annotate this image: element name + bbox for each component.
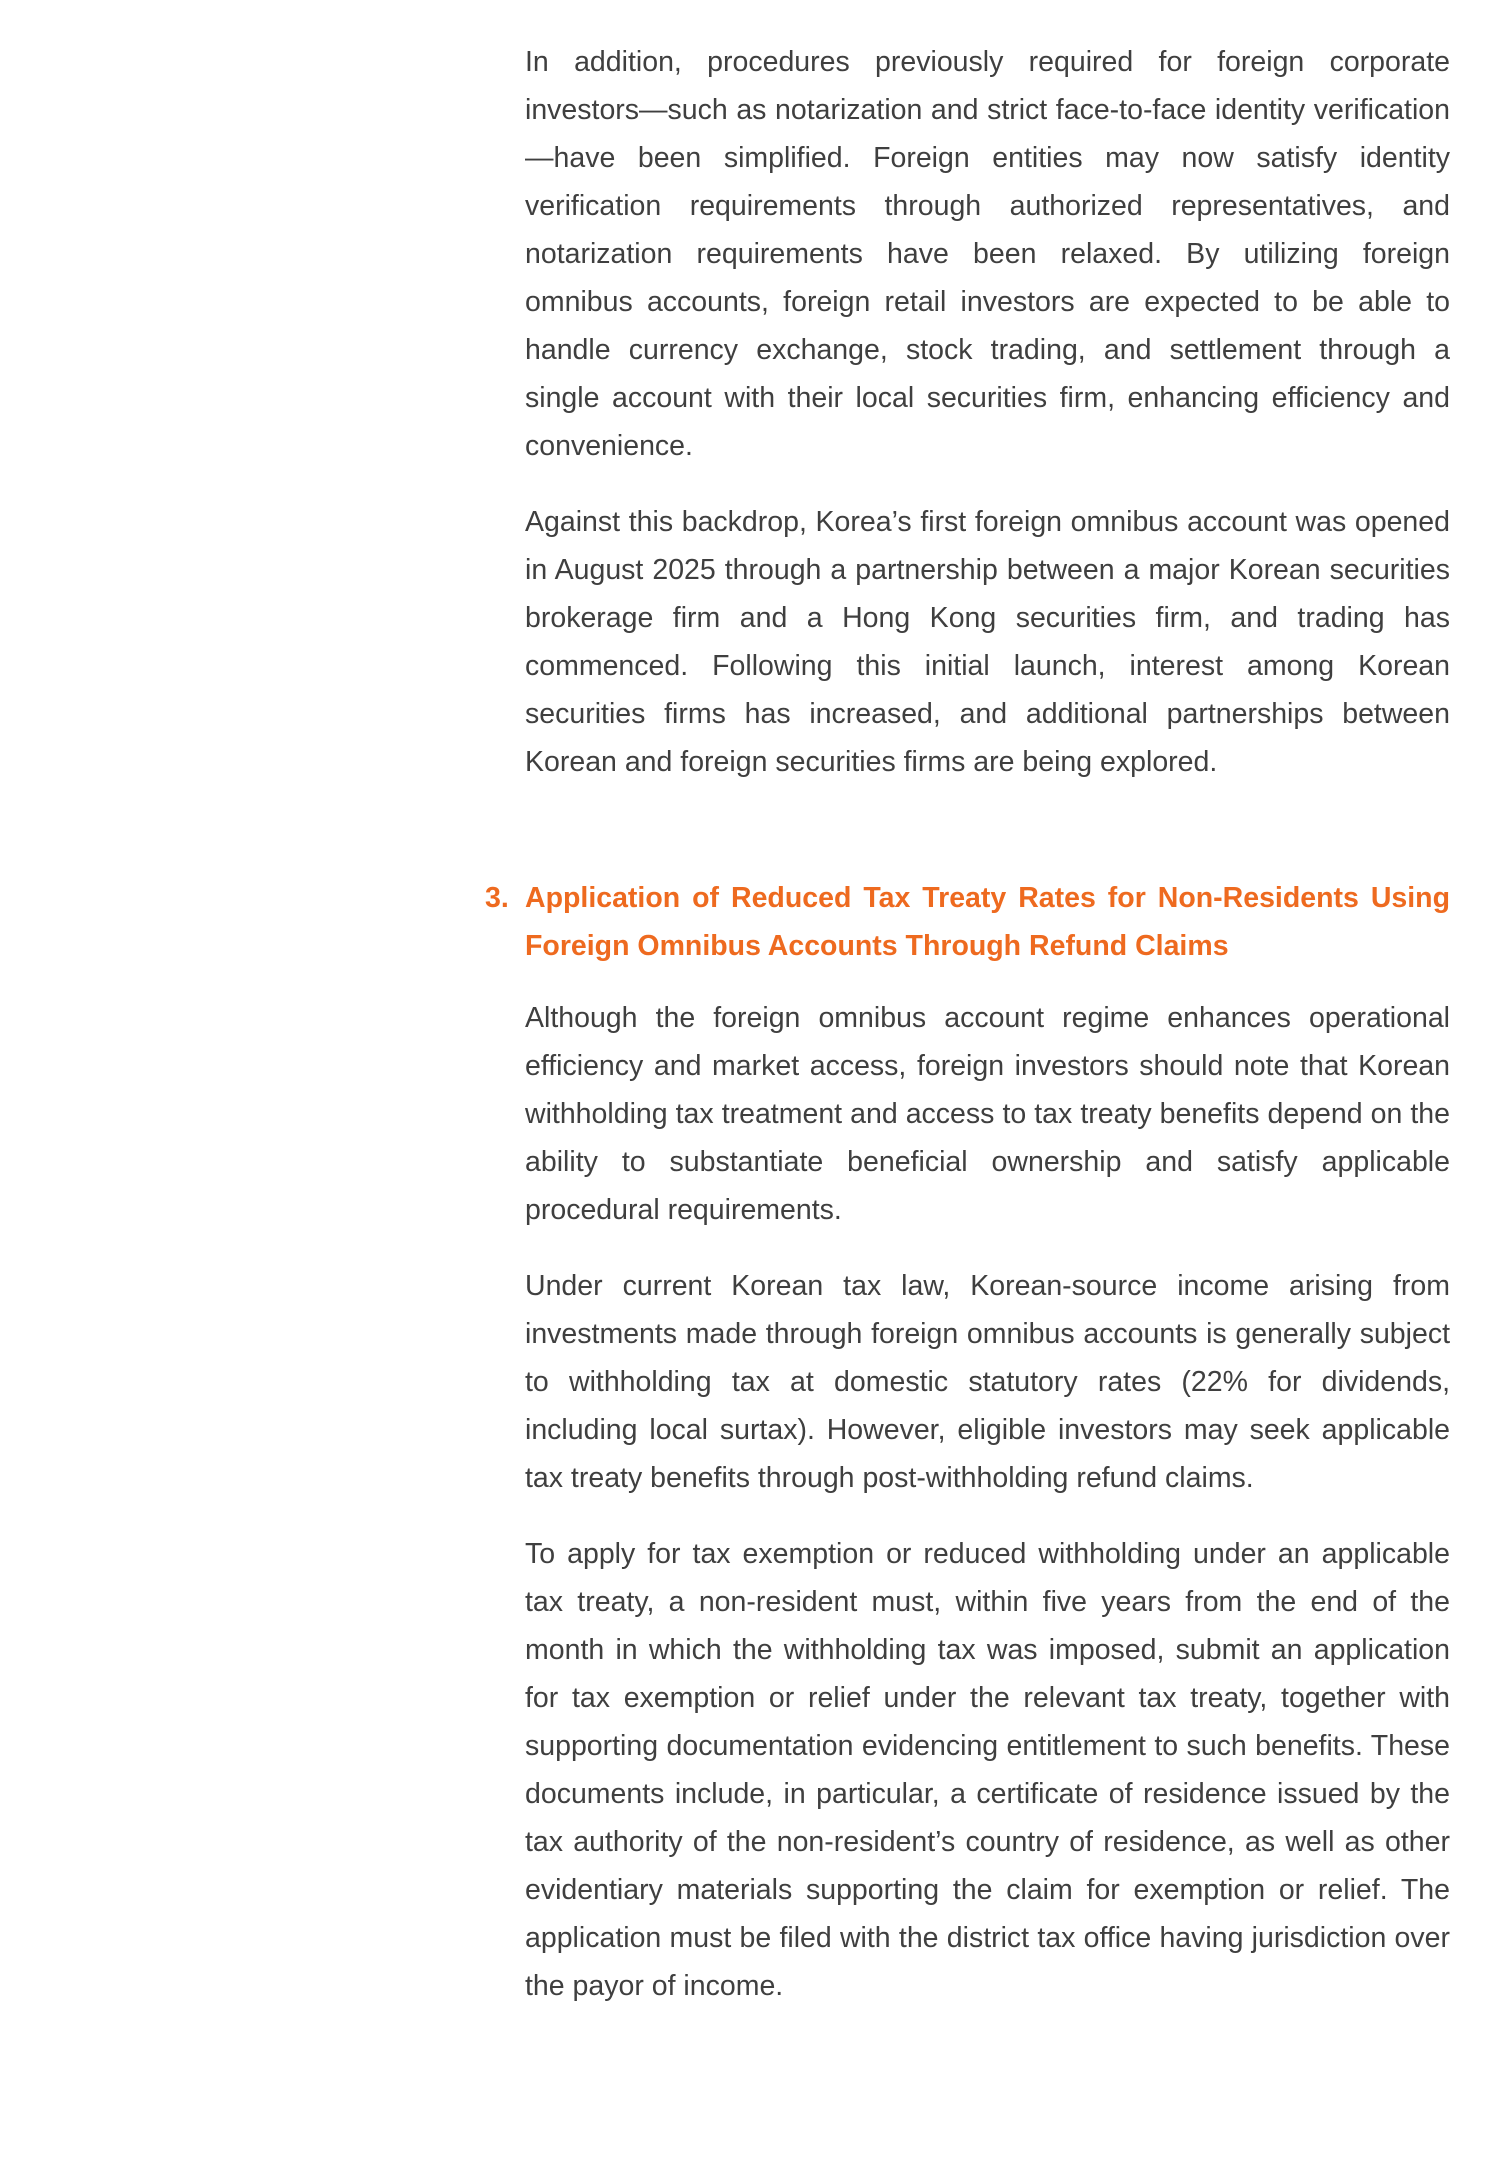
section-number: 3. [485,882,509,914]
paragraph-treaty-benefits-note: Although the foreign omnibus account regime enhances operational efficiency and market access, foreign investors should note that Korean withholding tax treatment and access to tax treaty benefits depend on the ability to substantiate beneficial ownership and satisfy applicable procedural requirements. [525,1002,1450,1226]
paragraph-simplified-procedures: In addition, procedures previously required for foreign corporate investors—such as notarization and strict face-to-face identity verification—have been simplified. Foreign entities may now satisfy identity verification requirements through authorized representatives, and notarization requirements have been relaxed. By utilizing foreign omnibus accounts, foreign retail investors are expected to be able to handle currency exchange, stock trading, and settlement through a single account with their local securities firm, enhancing efficiency and convenience. [525,46,1450,462]
section-title: Application of Reduced Tax Treaty Rates for Non-Residents Using Foreign Omnibus Accounts Through Refund Claims [525,882,1450,962]
text-column [485,38,1450,2038]
section-heading [485,874,1450,970]
paragraph-refund-application: To apply for tax exemption or reduced withholding under an applicable tax treaty, a non-resident must, within five years from the end of the month in which the withholding tax was imposed, submit an application for tax exemption or relief under the relevant tax treaty, together with supporting documentation evidencing entitlement to such benefits. These documents include, in particular, a certificate of residence issued by the tax authority of the non-resident’s country of residence, as well as other evidentiary materials supporting the claim for exemption or relief. The application must be filed with the district tax office having jurisdiction over the payor of income. [525,1538,1450,2002]
paragraph-withholding-rates: Under current Korean tax law, Korean-source income arising from investments made through foreign omnibus accounts is generally subject to withholding tax at domestic statutory rates (22% for dividends, including local surtax). However, eligible investors may seek applicable tax treaty benefits through post-withholding refund claims. [525,1270,1450,1494]
paragraph-first-omnibus-account: Against this backdrop, Korea’s first foreign omnibus account was opened in August 2025 through a partnership between a major Korean securities brokerage firm and a Hong Kong securities firm, and trading has commenced. Following this initial launch, interest among Korean securities firms has increased, and additional partnerships between Korean and foreign securities firms are being explored. [525,506,1450,778]
